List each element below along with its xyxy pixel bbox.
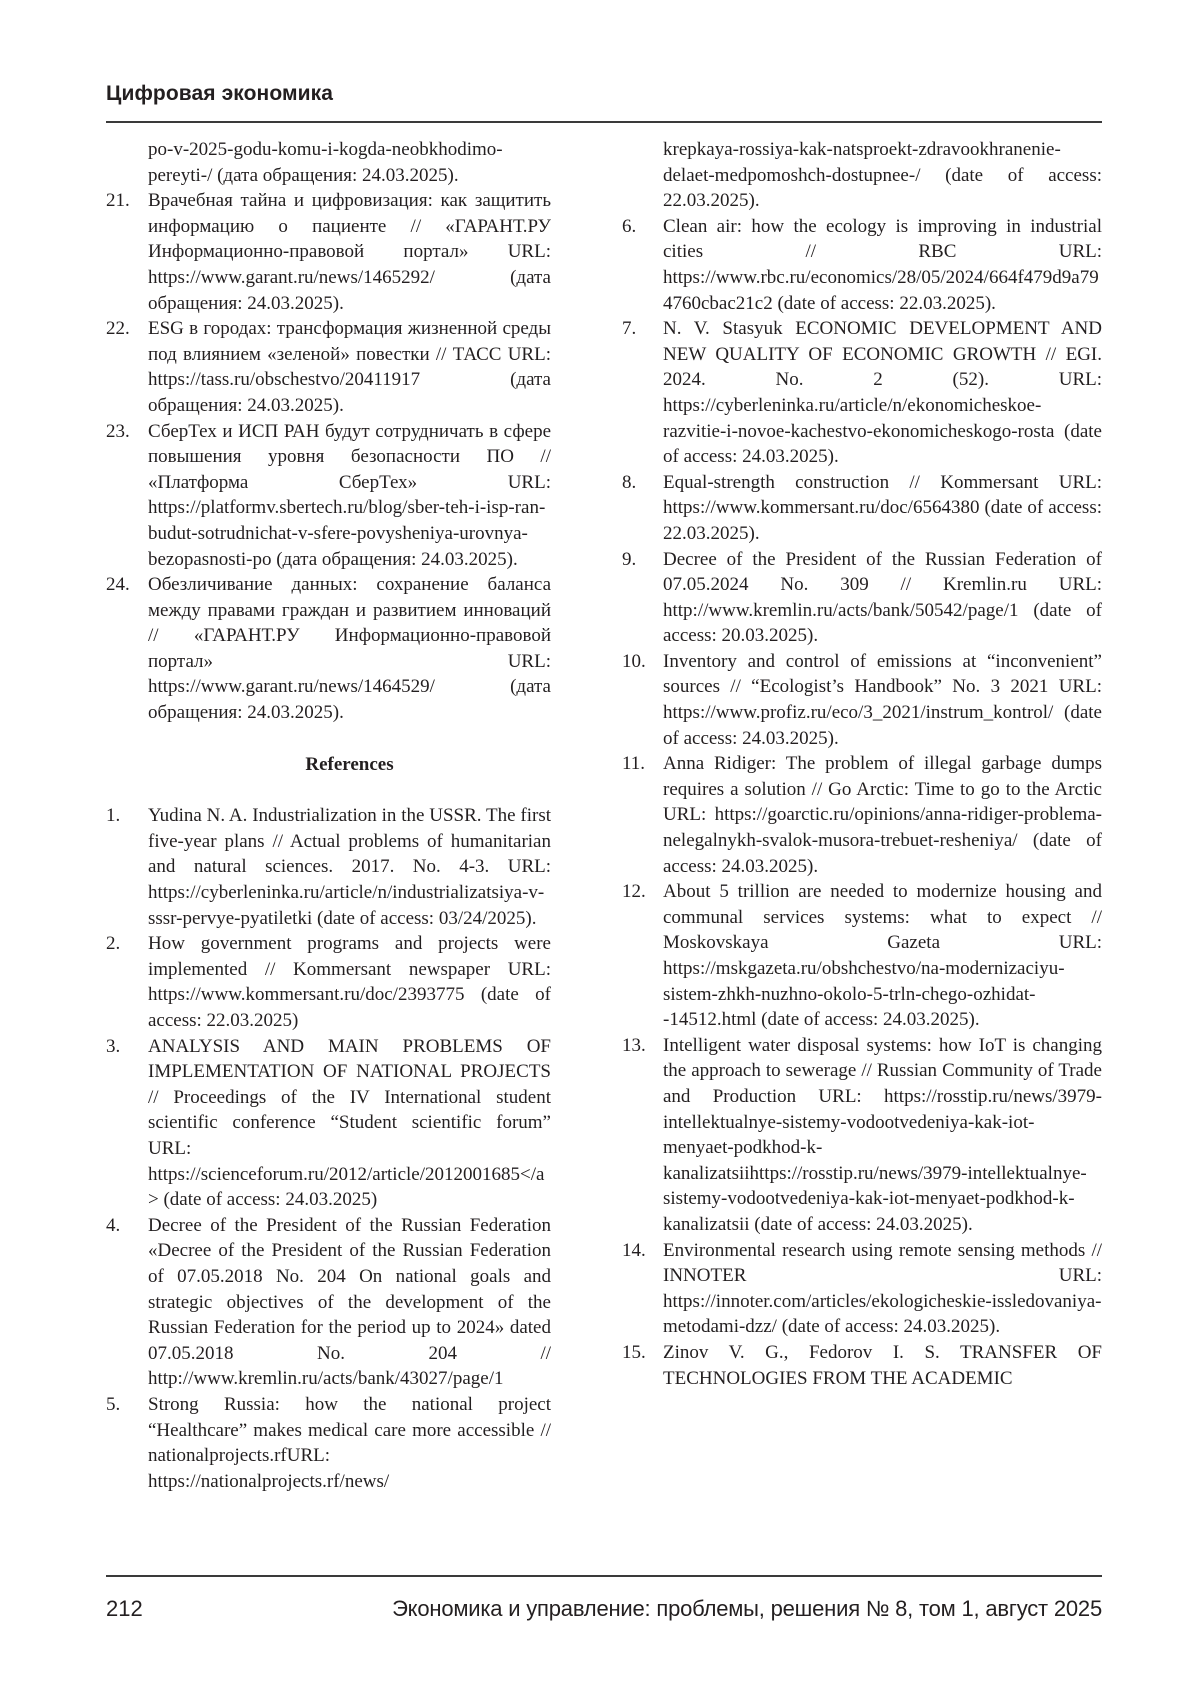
entry-text: СберТех и ИСП РАН будут сотрудничать в сфере повышения уровня безопасности ПО // «Платформа СберТех» URL: https://platformv.sbertech.ru/blog/sber-teh-i-isp-ran-budut-sotrudnichat-v-sfere-povysheniya-urovnya-bezopasnosti-po (дата обращения: 24.03.2025). — [148, 420, 551, 570]
entry-text: Yudina N. A. Industrialization in the USSR. The first five-year plans // Actual problems of humanitarian and natural sciences. 2017. No. 4-3. URL: https://cyberleninka.ru/article/n/industrializatsiya-v-sssr-pervye-pyatiletki (date of access: 03/24/2025). — [148, 805, 551, 929]
reference-entry-3 — [106, 1034, 551, 1213]
entry-text: Environmental research using remote sensing methods // INNOTER URL: https://innoter.com/articles/ekologicheskie-issledovaniya-metodami-dzz/ (date of access: 24.03.2025). — [663, 1239, 1102, 1338]
page-number: 212 — [106, 1596, 143, 1621]
footer-rule — [106, 1575, 1102, 1577]
reference-entry-8 — [622, 470, 1102, 547]
entry-number: 3. — [106, 1035, 121, 1057]
entry-number: 24. — [106, 574, 130, 596]
reference-entry-13 — [622, 1033, 1102, 1238]
entry-continuation: krepkaya-rossiya-kak-natsproekt-zdravookhranenie-delaet-medpomoshch-dostupnee-/ (date of access: 22.03.2025). — [663, 139, 1102, 212]
reference-entry-23 — [106, 419, 551, 573]
entry-number: 21. — [106, 190, 130, 212]
reference-entry-21 — [106, 188, 551, 316]
entry-number: 1. — [106, 805, 121, 827]
reference-entry-15 — [622, 1340, 1102, 1391]
entry-text: Decree of the President of the Russian Federation of 07.05.2024 No. 309 // Kremlin.ru URL: http://www.kremlin.ru/acts/bank/50542/page/1 (date of access: 20.03.2025). — [663, 548, 1102, 647]
reference-entry-5 — [106, 1392, 551, 1494]
journal-citation: Экономика и управление: проблемы, решения № 8, том 1, август 2025 — [392, 1596, 1102, 1621]
left-column — [106, 137, 551, 1494]
reference-entry-10 — [622, 649, 1102, 751]
reference-entry-12 — [622, 879, 1102, 1033]
entry-text: ANALYSIS AND MAIN PROBLEMS OF IMPLEMENTATION OF NATIONAL PROJECTS // Proceedings of the IV International student scientific conference “Student scientific forum” URL: https://scienceforum.ru/2012/article/2012001685</a> (date of access: 24.03.2025) — [148, 1035, 551, 1211]
entry-text: About 5 trillion are needed to modernize housing and communal services systems: what to expect // Moskovskaya Gazeta URL: https://mskgazeta.ru/obshchestvo/na-modernizaciyu-sistem-zhkh-nuzhno-okolo-5-trln-chego-ozhidat--14512.html (date of access: 24.03.2025). — [663, 881, 1102, 1031]
entry-text: Inventory and control of emissions at “inconvenient” sources // “Ecologist’s Handbook” No. 3 2021 URL: https://www.profiz.ru/eco/3_2021/instrum_kontrol/ (date of access: 24.03.2025). — [663, 650, 1102, 749]
entry-number: 7. — [622, 318, 637, 340]
references-heading: References — [305, 753, 394, 775]
header-rule — [106, 121, 1102, 123]
entry-number: 4. — [106, 1214, 121, 1236]
entry-number: 22. — [106, 318, 130, 340]
entry-text: N. V. Stasyuk ECONOMIC DEVELOPMENT AND NEW QUALITY OF ECONOMIC GROWTH // EGI. 2024. No. 2 (52). URL: https://cyberleninka.ru/article/n/ekonomicheskoe-razvitie-i-novoe-kachestvo-ekonomicheskogo-rosta (date of access: 24.03.2025). — [663, 318, 1102, 468]
entry-continuation: po-v-2025-godu-komu-i-kogda-neobkhodimo-pereyti-/ (дата обращения: 24.03.2025). — [148, 139, 503, 186]
entry-text: Zinov V. G., Fedorov I. S. TRANSFER OF TECHNOLOGIES FROM THE ACADEMIC — [663, 1341, 1102, 1389]
right-column — [622, 137, 1102, 1391]
entry-text: Врачебная тайна и цифровизация: как защитить информацию о пациенте // «ГАРАНТ.РУ Информационно-правовой портал» URL: https://www.garant.ru/news/1465292/ (дата обращения: 24.03.2025). — [148, 190, 551, 314]
entry-text: Equal-strength construction // Kommersant URL: https://www.kommersant.ru/doc/6564380 (date of access: 22.03.2025). — [663, 471, 1102, 544]
reference-entry-24 — [106, 572, 551, 726]
reference-entry-22 — [106, 316, 551, 418]
reference-entry-11 — [622, 751, 1102, 879]
entry-number: 8. — [622, 471, 637, 493]
entry-number: 23. — [106, 420, 130, 442]
entry-number: 9. — [622, 548, 637, 570]
running-head-section-title: Цифровая экономика — [106, 82, 334, 105]
entry-number: 2. — [106, 933, 121, 955]
entry-text: Intelligent water disposal systems: how IoT is changing the approach to sewerage // Russian Community of Trade and Production URL: https://rosstip.ru/news/3979-intellektualnye-sistemy-vodootvedeniya-kak-iot-menyaet-podkhod-k-kanalizatsiihttps://rosstip.ru/news/3979-intellektualnye-sistemy-vodootvedeniya-kak-iot-menyaet-podkhod-k-kanalizatsii (date of access: 24.03.2025). — [663, 1034, 1102, 1235]
entry-number: 11. — [622, 753, 646, 775]
entry-number: 6. — [622, 215, 637, 237]
reference-entry-1 — [106, 803, 551, 931]
entry-text: Обезличивание данных: сохранение баланса между правами граждан и развитием инноваций // «ГАРАНТ.РУ Информационно-правовой портал» URL: https://www.garant.ru/news/1464529/ (дата обращения: 24.03.2025). — [148, 574, 551, 724]
entry-text: Anna Ridiger: The problem of illegal garbage dumps requires a solution // Go Arctic: Time to go to the Arctic URL: https://goarctic.ru/opinions/anna-ridiger-problema-nelegalnykh-svalok-musora-trebuet-resheniya/ (date of access: 24.03.2025). — [663, 753, 1102, 877]
entry-text: ESG в городах: трансформация жизненной среды под влиянием «зеленой» повестки // ТАСС URL: https://tass.ru/obschestvo/20411917 (дата обращения: 24.03.2025). — [148, 318, 551, 416]
entry-number: 5. — [106, 1393, 121, 1415]
entry-text: Decree of the President of the Russian Federation «Decree of the President of the Russian Federation of 07.05.2018 No. 204 On national goals and strategic objectives of the development of the Russian Federation for the period up to 2024» dated 07.05.2018 No. 204 // http://www.kremlin.ru/acts/bank/43027/page/1 — [148, 1214, 551, 1390]
entry-text: How government programs and projects were implemented // Kommersant newspaper URL: https://www.kommersant.ru/doc/2393775 (date of access: 22.03.2025) — [148, 933, 551, 1031]
entry-number: 14. — [622, 1239, 646, 1261]
reference-entry-4 — [106, 1213, 551, 1392]
entry-text: Clean air: how the ecology is improving in industrial cities // RBC URL: https://www.rbc.ru/economics/28/05/2024/664f479d9a794760cbac21c2 (date of access: 22.03.2025). — [663, 215, 1102, 314]
entry-number: 12. — [622, 881, 646, 903]
entry-number: 13. — [622, 1034, 646, 1056]
entry-number: 10. — [622, 650, 646, 672]
reference-entry-7 — [622, 316, 1102, 470]
entry-number: 15. — [622, 1341, 646, 1363]
reference-entry-6 — [622, 214, 1102, 316]
reference-entry-2 — [106, 931, 551, 1033]
reference-entry-14 — [622, 1238, 1102, 1340]
reference-entry-9 — [622, 547, 1102, 649]
entry-text: Strong Russia: how the national project “Healthcare” makes medical care more accessible // nationalprojects.rfURL: https://nationalprojects.rf/news/ — [148, 1393, 551, 1492]
